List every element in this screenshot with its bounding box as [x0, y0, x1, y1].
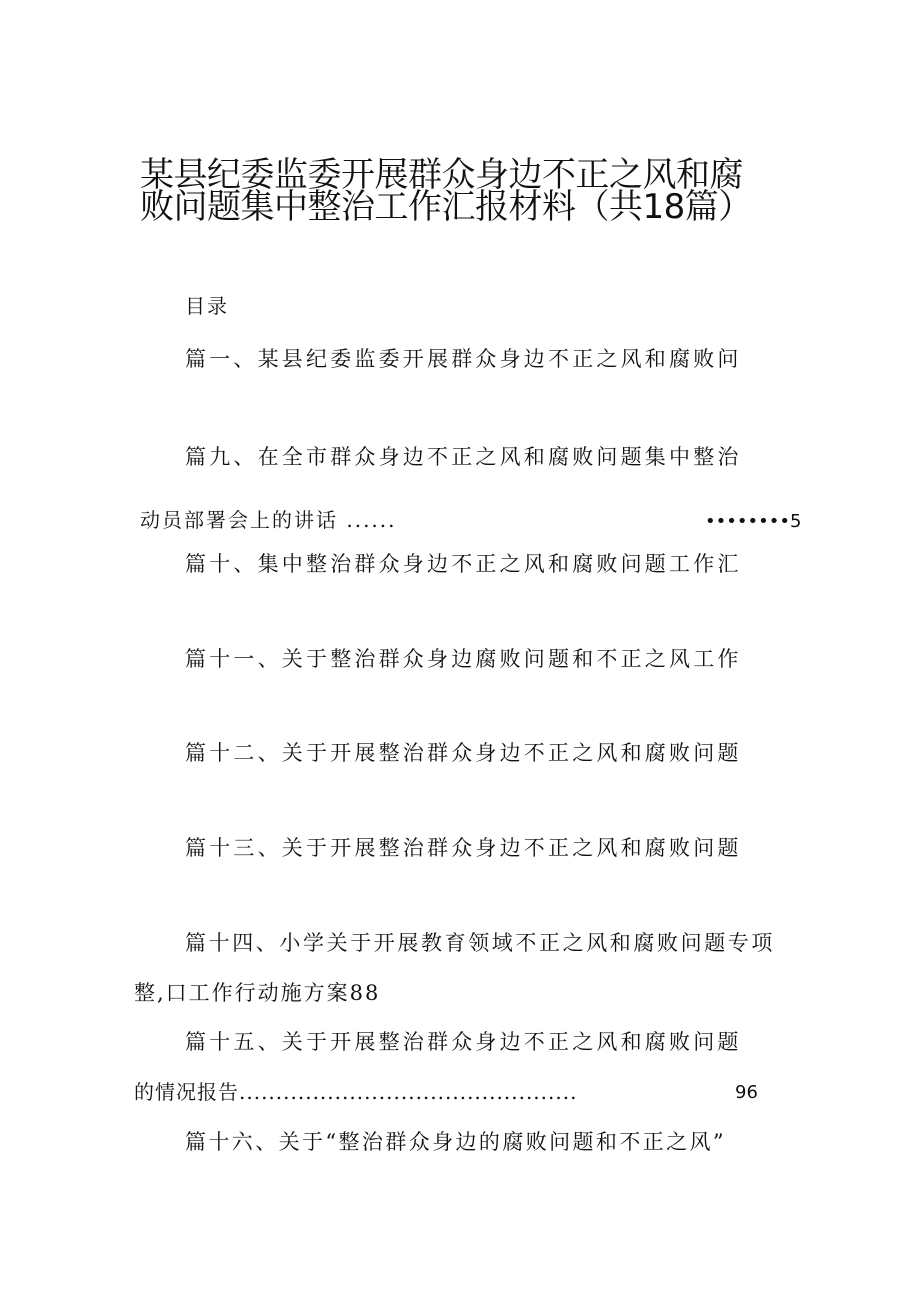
toc-entry-11[interactable]: 篇十一、关于整治群众身边腐败问题和不正之风工作: [185, 647, 742, 671]
document-title-line-1: 某县纪委监委开展群众身边不正之风和腐: [140, 155, 743, 195]
toc-entry-9-page-number: ••••••••5: [705, 511, 802, 532]
toc-entry-15-continuation: 的情况报告..............................................: [134, 1080, 578, 1104]
toc-entry-9[interactable]: 篇九、在全市群众身边不正之风和腐败问题集中整治: [185, 445, 742, 469]
toc-heading: 目录: [185, 294, 229, 318]
toc-entry-13[interactable]: 篇十三、关于开展整治群众身边不正之风和腐败问题: [185, 836, 742, 860]
document-title-line-2: 败问题集中整治工作汇报材料（共18篇）: [140, 187, 752, 227]
toc-entry-15-page-number: 96: [735, 1082, 758, 1103]
toc-entry-14[interactable]: 篇十四、小学关于开展教育领域不正之风和腐败问题专项: [185, 931, 775, 955]
toc-entry-16[interactable]: 篇十六、关于“整治群众身边的腐败问题和不正之风”: [185, 1130, 727, 1154]
toc-entry-9-continuation: 动员部署会上的讲话 ......: [140, 508, 397, 532]
toc-entry-14-continuation: 整,口工作行动施方案88: [134, 981, 381, 1005]
toc-entry-15[interactable]: 篇十五、关于开展整治群众身边不正之风和腐败问题: [185, 1030, 742, 1054]
toc-entry-10[interactable]: 篇十、集中整治群众身边不正之风和腐败问题工作汇: [185, 552, 742, 576]
toc-entry-1[interactable]: 篇一、某县纪委监委开展群众身边不正之风和腐败问: [185, 347, 742, 371]
toc-entry-12[interactable]: 篇十二、关于开展整治群众身边不正之风和腐败问题: [185, 741, 742, 765]
